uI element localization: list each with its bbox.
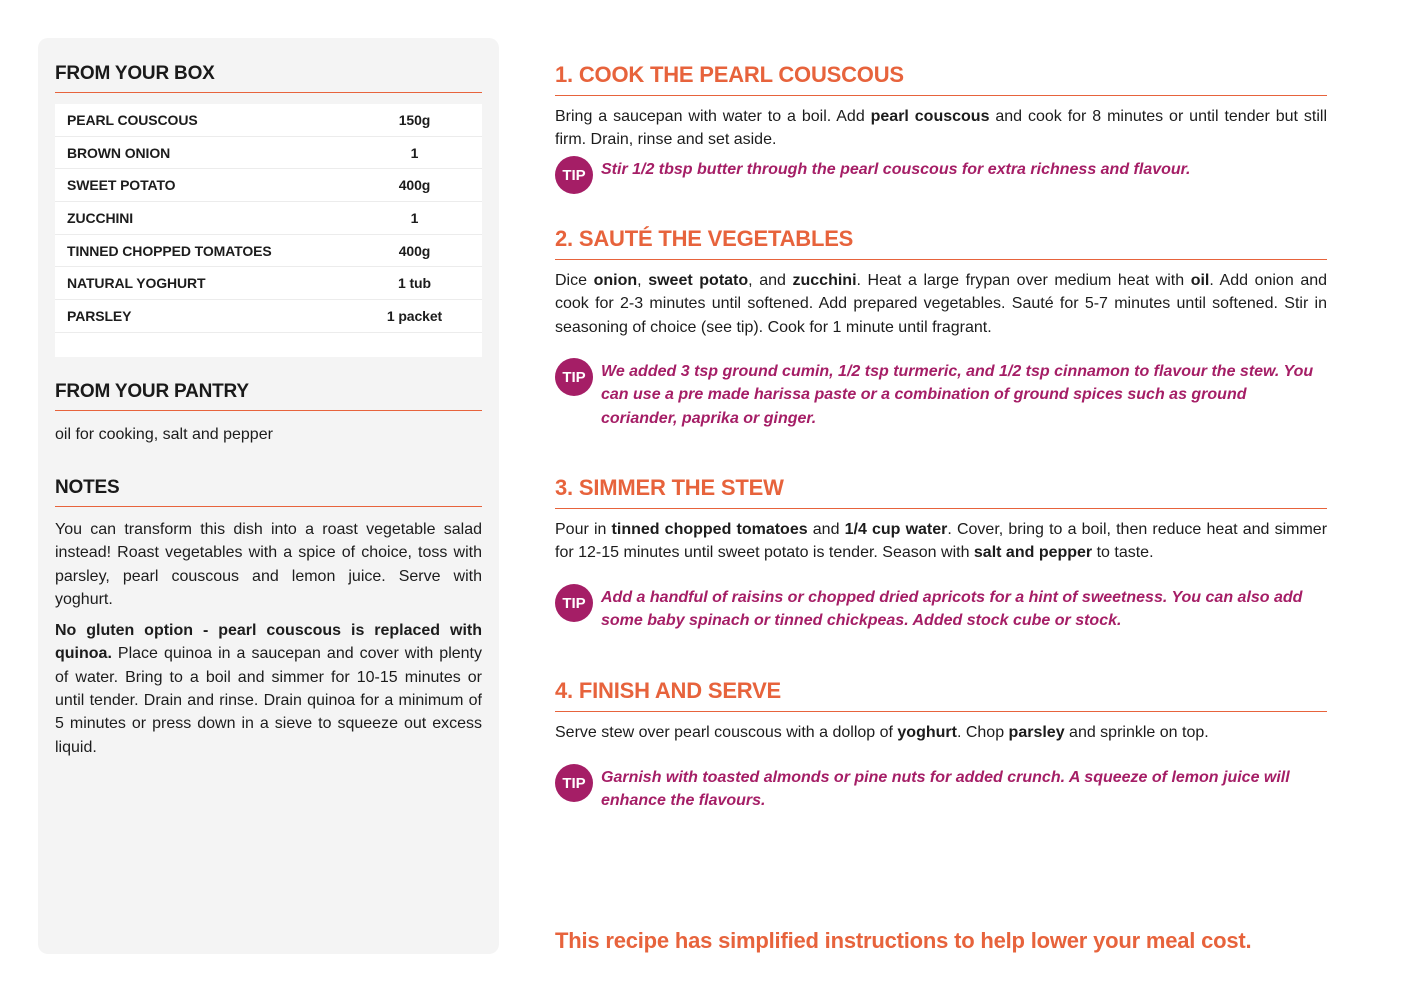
- step-body: [555, 269, 1327, 339]
- ingredient-name: BROWN ONION: [67, 144, 171, 161]
- from-your-box-title: FROM YOUR BOX: [55, 63, 482, 93]
- step-1: [555, 62, 1327, 152]
- tip-badge: TIP: [555, 358, 593, 396]
- tip-badge: TIP: [555, 584, 593, 622]
- step-text-bold: tinned chopped tomatoes: [611, 521, 808, 538]
- ingredient-name: PARSLEY: [67, 307, 132, 324]
- step-title: 2. SAUTÉ THE VEGETABLES: [555, 226, 1327, 260]
- step-text: , and: [748, 272, 793, 289]
- ingredient-row: [55, 267, 482, 300]
- notes-title: NOTES: [55, 477, 482, 507]
- tip-text: We added 3 tsp ground cumin, 1/2 tsp turmeric, and 1/2 tsp cinnamon to flavour the stew. You can use a pre made harissa paste or a combination of ground spices such as ground coriander, paprika or ginger.: [601, 363, 1314, 427]
- tip-1: [555, 158, 1327, 194]
- step-text: . Heat a large frypan over medium heat with: [856, 272, 1191, 289]
- tip-badge: TIP: [555, 764, 593, 802]
- ingredient-qty: 400g: [398, 177, 431, 194]
- tip-2: [555, 360, 1327, 430]
- ingredient-name: ZUCCHINI: [67, 209, 134, 226]
- tip-3: [555, 586, 1327, 633]
- step-text: . Add onion and cook for 2-3 minutes until softened. Add prepared vegetables. Sauté for 5-7 minutes until softened. Stir in seasoning of choice (see tip). Cook for 1 minute until fragrant.: [555, 272, 1328, 336]
- tip-text: Stir 1/2 tbsp butter through the pearl couscous for extra richness and flavour.: [601, 161, 1191, 178]
- step-2: [555, 226, 1327, 339]
- step-title: 1. COOK THE PEARL COUSCOUS: [555, 62, 1327, 96]
- ingredient-qty: 150g: [398, 111, 431, 128]
- step-text: and cook for 8 minutes or until tender but still firm. Drain, rinse and set aside.: [555, 108, 1327, 149]
- step-3: [555, 475, 1327, 565]
- ingredient-row: [55, 169, 482, 202]
- ingredient-name: SWEET POTATO: [67, 177, 176, 194]
- pantry-text: oil for cooking, salt and pepper: [55, 426, 273, 443]
- tip-text: Add a handful of raisins or chopped dried apricots for a hint of sweetness. You can also add some baby spinach or tinned chickpeas. Added stock cube or stock.: [601, 589, 1303, 630]
- step-text-bold: yoghurt: [897, 724, 957, 741]
- step-text-bold: oil: [1190, 272, 1210, 289]
- ingredient-row: [55, 137, 482, 170]
- step-text: ,: [637, 272, 649, 289]
- ingredient-name: NATURAL YOGHURT: [67, 275, 206, 292]
- notes-gluten-text: Place quinoa in a saucepan and cover with plenty of water. Bring to a boil and simmer for 10-15 minutes or until tender. Drain and rinse. Drain quinoa for a minimum of 5 minutes or press down in a sieve to squeeze out excess liquid.: [55, 645, 482, 756]
- notes-gluten-heading: No gluten option - pearl couscous is replaced with quinoa.: [55, 622, 482, 663]
- step-4: [555, 678, 1327, 744]
- step-text: Pour in: [555, 521, 612, 538]
- step-text-bold: pearl couscous: [870, 108, 990, 125]
- ingredient-name: TINNED CHOPPED TOMATOES: [67, 242, 272, 259]
- step-text-bold: parsley: [1008, 724, 1065, 741]
- step-body: [555, 721, 1327, 744]
- from-your-pantry-title: FROM YOUR PANTRY: [55, 381, 482, 411]
- step-body: [555, 518, 1327, 565]
- ingredient-qty: 400g: [398, 242, 431, 259]
- step-title: 4. FINISH AND SERVE: [555, 678, 1327, 712]
- ingredient-qty: 1: [410, 209, 419, 226]
- step-text-bold: salt and pepper: [973, 544, 1093, 562]
- from-your-pantry-section: [55, 381, 482, 444]
- tip-text: Garnish with toasted almonds or pine nuts for added crunch. A squeeze of lemon juice will enhance the flavours.: [601, 769, 1290, 810]
- ingredient-row: [55, 202, 482, 235]
- footer-note: This recipe has simplified instructions to help lower your meal cost.: [555, 928, 1252, 953]
- tip-badge: TIP: [555, 156, 593, 194]
- tip-4: [555, 766, 1327, 813]
- ingredient-row: [55, 235, 482, 268]
- ingredient-row: [55, 300, 482, 333]
- step-text: and sprinkle on top.: [1064, 724, 1209, 741]
- step-text-bold: sweet potato: [648, 272, 749, 289]
- step-text-bold: 1/4 cup water: [844, 521, 948, 538]
- ingredient-row: [55, 104, 482, 137]
- step-text: Bring a saucepan with water to a boil. Add: [555, 108, 871, 125]
- step-text: and: [807, 521, 845, 538]
- ingredient-table: [55, 104, 482, 357]
- step-text: to taste.: [1092, 544, 1154, 562]
- step-text: Dice: [555, 272, 594, 289]
- step-text-bold: zucchini: [792, 272, 857, 289]
- step-text: Serve stew over pearl couscous with a dollop of: [555, 724, 898, 741]
- notes-gluten-paragraph: [55, 619, 482, 759]
- notes-section: [55, 477, 482, 759]
- step-text: . Chop: [956, 724, 1009, 741]
- ingredient-name: PEARL COUSCOUS: [67, 111, 198, 128]
- step-body: [555, 105, 1327, 152]
- notes-paragraph: You can transform this dish into a roast vegetable salad instead! Roast vegetables with a spice of choice, toss with parsley, pearl couscous and lemon juice. Serve with yoghurt.: [55, 521, 482, 608]
- step-text-bold: onion: [593, 272, 638, 289]
- ingredient-qty: 1 packet: [386, 307, 443, 324]
- ingredient-qty: 1: [410, 144, 419, 161]
- from-your-box-section: [55, 63, 482, 357]
- step-title: 3. SIMMER THE STEW: [555, 475, 1327, 509]
- ingredient-qty: 1 tub: [398, 275, 431, 292]
- step-text: . Cover, bring to a boil, then reduce heat and simmer for 12-15 minutes until sweet potato is tender. Season with: [555, 521, 1328, 562]
- ingredients-panel: [38, 38, 499, 954]
